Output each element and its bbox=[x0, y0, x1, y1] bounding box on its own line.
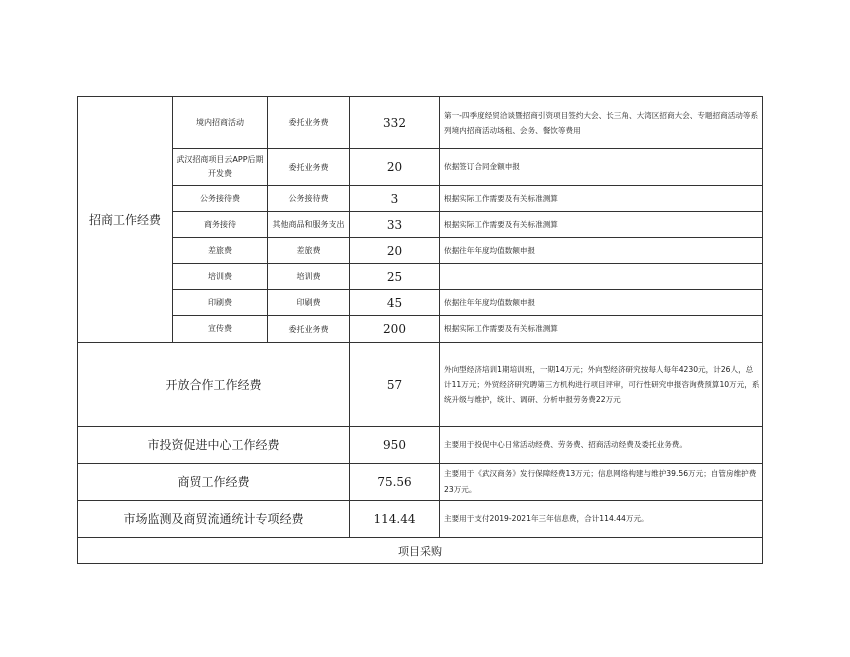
group-label: 招商工作经费 bbox=[78, 97, 173, 343]
amount-cell: 20 bbox=[350, 238, 440, 264]
item-cell: 差旅费 bbox=[173, 238, 268, 264]
table-row bbox=[78, 238, 763, 264]
type-cell: 印刷费 bbox=[268, 290, 350, 316]
table-row bbox=[78, 501, 763, 538]
note-cell: 根据实际工作需要及有关标准测算 bbox=[440, 316, 763, 343]
note-cell: 外向型经济培训1期培训班，一期14万元；外向型经济研究按每人每年4230元，计26人，总计11万元；外贸经济研究聘第三方机构进行项目评审，可行性研究申报咨询费预算10万元，系统升级与维护，统计、调研、分析申报劳务费22万元 bbox=[440, 343, 763, 427]
row-label: 商贸工作经费 bbox=[78, 464, 350, 501]
note-cell: 依据往年年度均值数额申报 bbox=[440, 290, 763, 316]
amount-cell: 3 bbox=[350, 186, 440, 212]
note-cell: 主要用于投促中心日常活动经费、劳务费、招商活动经费及委托业务费。 bbox=[440, 427, 763, 464]
note-cell: 主要用于《武汉商务》发行保障经费13万元；信息网络构建与维护39.56万元；自管房维护费23万元。 bbox=[440, 464, 763, 501]
type-cell: 差旅费 bbox=[268, 238, 350, 264]
type-cell: 其他商品和服务支出 bbox=[268, 212, 350, 238]
table-row bbox=[78, 212, 763, 238]
note-cell: 根据实际工作需要及有关标准测算 bbox=[440, 212, 763, 238]
item-cell: 印刷费 bbox=[173, 290, 268, 316]
table-row bbox=[78, 538, 763, 564]
table-row bbox=[78, 264, 763, 290]
table-row bbox=[78, 343, 763, 427]
amount-cell: 33 bbox=[350, 212, 440, 238]
note-cell: 依据签订合同金额申报 bbox=[440, 149, 763, 186]
item-cell: 武汉招商项目云APP后期开发费 bbox=[173, 149, 268, 186]
amount-cell: 20 bbox=[350, 149, 440, 186]
row-label: 市投资促进中心工作经费 bbox=[78, 427, 350, 464]
type-cell: 委托业务费 bbox=[268, 149, 350, 186]
row-label: 市场监测及商贸流通统计专项经费 bbox=[78, 501, 350, 538]
item-cell: 公务接待费 bbox=[173, 186, 268, 212]
table-row bbox=[78, 97, 763, 149]
footer-cell: 项目采购 bbox=[78, 538, 763, 564]
note-cell: 依据往年年度均值数额申报 bbox=[440, 238, 763, 264]
item-cell: 宣传费 bbox=[173, 316, 268, 343]
amount-cell: 200 bbox=[350, 316, 440, 343]
table-row bbox=[78, 316, 763, 343]
amount-cell: 25 bbox=[350, 264, 440, 290]
note-cell: 主要用于支付2019-2021年三年信息费，合计114.44万元。 bbox=[440, 501, 763, 538]
note-cell: 第一-四季度经贸洽谈暨招商引资项目签约大会、长三角、大湾区招商大会、专题招商活动等系列境内招商活动场租、会务、餐饮等费用 bbox=[440, 97, 763, 149]
amount-cell: 75.56 bbox=[350, 464, 440, 501]
row-label: 开放合作工作经费 bbox=[78, 343, 350, 427]
budget-table bbox=[77, 96, 763, 564]
amount-cell: 950 bbox=[350, 427, 440, 464]
amount-cell: 114.44 bbox=[350, 501, 440, 538]
item-cell: 商务接待 bbox=[173, 212, 268, 238]
type-cell: 培训费 bbox=[268, 264, 350, 290]
amount-cell: 45 bbox=[350, 290, 440, 316]
table-row bbox=[78, 186, 763, 212]
table-row bbox=[78, 290, 763, 316]
item-cell: 境内招商活动 bbox=[173, 97, 268, 149]
note-cell: 根据实际工作需要及有关标准测算 bbox=[440, 186, 763, 212]
item-cell: 培训费 bbox=[173, 264, 268, 290]
note-cell bbox=[440, 264, 763, 290]
type-cell: 公务接待费 bbox=[268, 186, 350, 212]
type-cell: 委托业务费 bbox=[268, 97, 350, 149]
type-cell: 委托业务费 bbox=[268, 316, 350, 343]
table-row bbox=[78, 149, 763, 186]
table-row bbox=[78, 464, 763, 501]
amount-cell: 332 bbox=[350, 97, 440, 149]
amount-cell: 57 bbox=[350, 343, 440, 427]
table-row bbox=[78, 427, 763, 464]
